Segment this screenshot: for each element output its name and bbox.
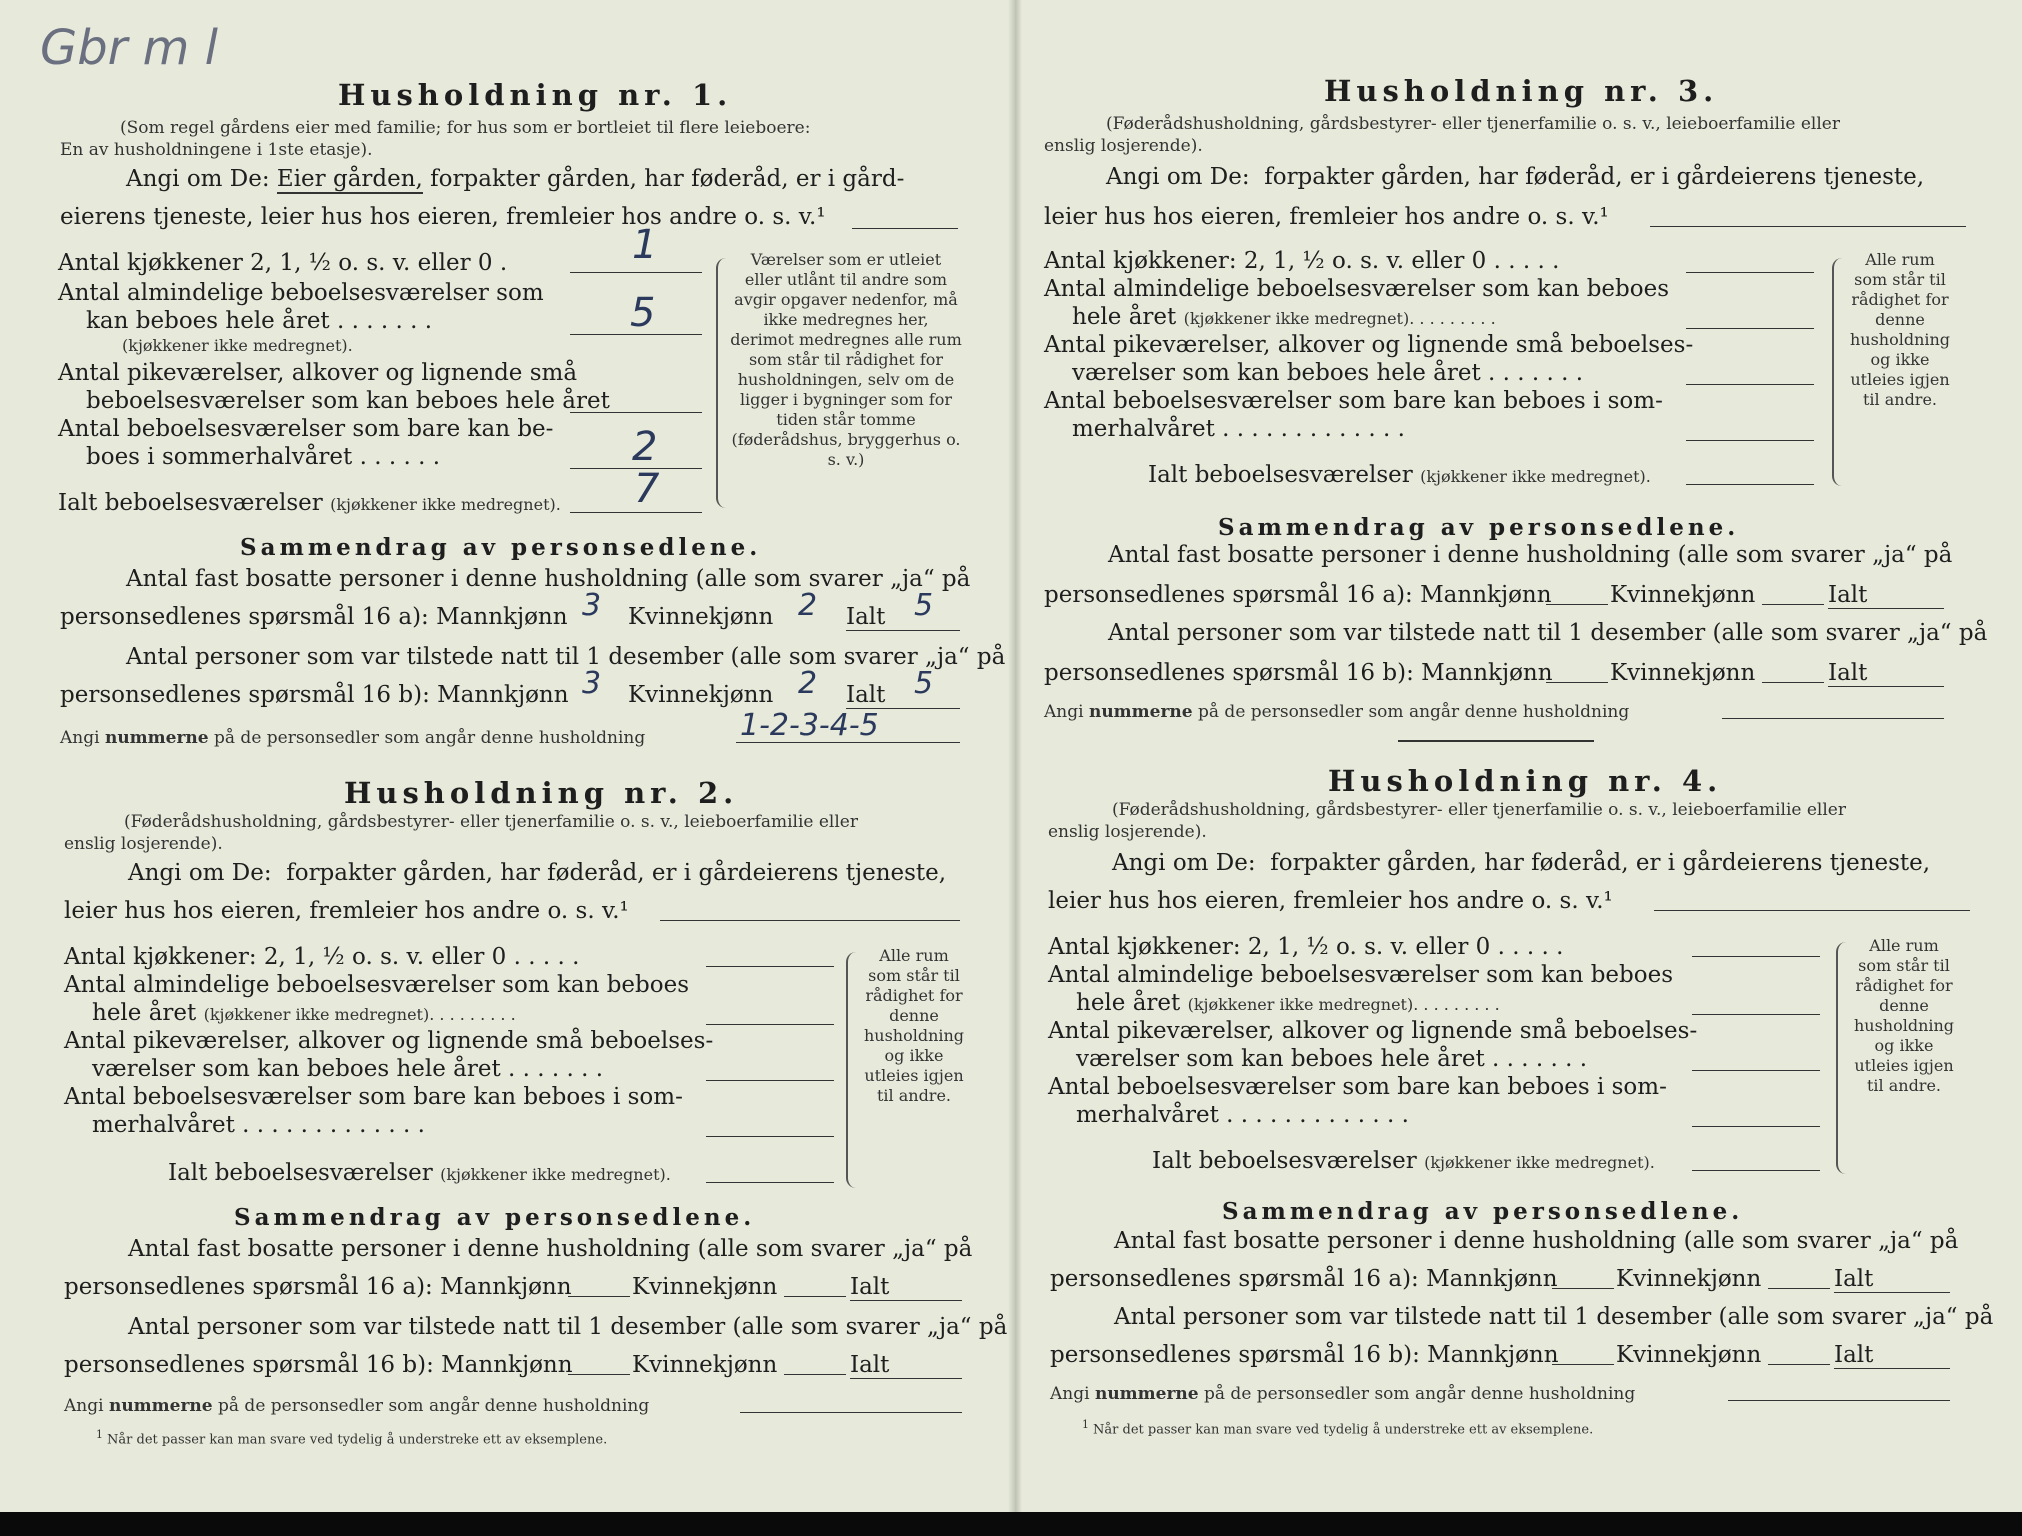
h1-sommer-value: 2 (632, 424, 658, 470)
h1-kjokkener-value: 1 (632, 222, 658, 268)
h1-summary-title: Sammendrag av personsedlene. (240, 534, 762, 561)
h1-brace-note: Værelser som er utleiet eller utlånt til andre som avgir opgaver nedenfor, må ikke medregnes her, derimot medregnes alle rum som står til rådighet for husholdningen, selv om de ligger i bygninger som for tiden står tomme (føderådshus, bryggerhus o. s. v.) (730, 250, 962, 469)
footnote-left: Når det passer kan man svare ved tydelig å understreke ett av eksemplene. (107, 1432, 608, 1448)
h1-fast-mann: 3 (582, 588, 602, 623)
household-2-title: Husholdning nr. 2. (344, 776, 739, 810)
household-1-note: (Som regel gårdens eier med familie; for hus som er bortleiet til flere leieboere: (120, 118, 811, 138)
household-1-note-2: En av husholdningene i 1ste etasje). (60, 140, 373, 160)
household-4-title: Husholdning nr. 4. (1328, 764, 1723, 798)
margin-scribble: Gbr m l (40, 20, 219, 76)
h1-alm-label: Antal almindelige beboelsesværelser som (58, 280, 544, 306)
footnote-right: Når det passer kan man svare ved tydelig å understreke ett av eksemplene. (1093, 1422, 1594, 1438)
household-1-angi: Angi om De: Eier gården, forpakter gården, har føderåd, er i gård- (126, 166, 905, 192)
h3-brace-note: Alle rum som står til rådighet for denne husholdning og ikke utleies igjen til andre. (1849, 250, 1951, 409)
h1-alm-value: 5 (630, 290, 656, 336)
right-page: Husholdning nr. 3. (Føderådshusholdning, gårdsbestyrer- eller tjenerfamilie o. s. v., leieboerfamilie eller enslig losjerende). Angi om De: forpakter gården, har føderåd, er i gårdeierens tjeneste, leier hus hos eieren, fremleier hos andre o. s. v.¹ Antal kjøkkener: 2, 1, ½ o. s. v. eller 0 . . . . . Antal almindelige beboelsesværelser som kan beboes hele året (kjøkkener ikke medregnet). . . . . . . . . Antal pikeværelser, alkover og lignende små beboelses- værelser som kan beboes hele året . . . . . . . Antal beboelsesværelser som bare kan beboes i som- merhalvåret . . . . . . . . . . . . . Ialt beboelsesværelser (kjøkkener ikke medregnet). Alle rum som står til rådighet for denne husholdning og ikke utleies igjen til andre. Sammendrag av personsedlene. Antal fast bosatte personer i denne husholdning (alle som svarer „ja“ på personsedlenes spørsmål 16 a): Mannkjønn Kvinnekjønn Ialt Antal personer som var tilstede natt til 1 desember (alle som svarer „ja“ på personsedlenes spørsmål 16 b): Mannkjønn Kvinnekjønn Ialt Angi nummerne på de personsedler som angår denne husholdning Husholdning nr. 4. (Føderådshusholdning, gårdsbestyrer- eller tjenerfamilie o. s. v., leieboerfamilie eller enslig losjerende). Angi om De: forpakter gården, har føderåd, er i gårdeierens tjeneste, leier hus hos eieren, fremleier hos andre o. s. v.¹ Antal kjøkkener: 2, 1, ½ o. s. v. eller 0 . . . . . Antal almindelige beboelsesværelser som kan beboes hele året (kjøkkener ikke medregnet). . . . . . . . . Antal pikeværelser, alkover og lignende små beboelses- værelser som kan beboes hele året . . . . . . . Antal beboelsesværelser som bare kan beboes i som- merhalvåret . . . . . . . . . . . . . Ialt beboelsesværelser (kjøkkener ikke medregnet). Alle rum som står til rådighet for denne husholdning og ikke utleies igjen til andre. Sammendrag av personsedlene. Antal fast bosatte personer i denne husholdning (alle som svarer „ja“ på personsedlenes spørsmål 16 a): Mannkjønn Kvinnekjønn Ialt Antal personer som var tilstede natt til 1 desember (alle som svarer „ja“ på personsedlenes spørsmål 16 b): Mannkjønn Kvinnekjønn Ialt Angi nummerne på de personsedler som angår denne husholdning $^1$ Når det passer kan man svare ved tydelig å understreke ett av eksemplene. (1044, 74, 1994, 1438)
h1-sommer-label: Antal beboelsesværelser som bare kan be- (58, 416, 554, 442)
household-3-title: Husholdning nr. 3. (1324, 74, 1719, 108)
h1-tilstede-ialt: 5 (914, 666, 934, 701)
h1-tilstede-kvinne: 2 (798, 666, 818, 701)
h1-ialt-label: Ialt beboelsesværelser (kjøkkener ikke medregnet). (58, 490, 561, 516)
eier-garden-underlined: Eier gården, (276, 166, 423, 192)
h2-brace-note: Alle rum som står til rådighet for denne husholdning og ikke utleies igjen til andre. (863, 946, 965, 1105)
h1-nummerne-value: 1-2-3-4-5 (740, 708, 879, 743)
h1-pike-label: Antal pikeværelser, alkover og lignende små (58, 360, 578, 386)
h1-ialt-value: 7 (634, 466, 660, 512)
h1-fast-ialt: 5 (914, 588, 934, 623)
h1-kjokkener-label: Antal kjøkkener 2, 1, ½ o. s. v. eller 0 . (58, 250, 508, 276)
h1-tilstede-mann: 3 (582, 666, 602, 701)
left-page: Gbr m l Husholdning nr. 1. (Som regel gårdens eier med familie; for hus som er bortleiet til flere leieboere: En av husholdningene i 1ste etasje). Angi om De: Eier gården, forpakter gården, har føderåd, er i gård- eierens tjeneste, leier hus hos eieren, fremleier hos andre o. s. v.¹ Antal kjøkkener 2, 1, ½ o. s. v. eller 0 . 1 Antal almindelige beboelsesværelser som kan beboes hele året . . . . . . . (kjøkkener ikke medregnet). 5 Antal pikeværelser, alkover og lignende små beboelsesværelser som kan beboes hele året Antal beboelsesværelser som bare kan be- boes i sommerhalvåret . . . . . . 2 Ialt beboelsesværelser (kjøkkener ikke medregnet). 7 Værelser som er utleiet eller utlånt til andre som avgir opgaver nedenfor, må ikke medregnes her, derimot medregnes alle rum som står til rådighet for husholdningen, selv om de ligger i bygninger som for tiden står tomme (føderådshus, bryggerhus o. s. v.) Sammendrag av personsedlene. Antal fast bosatte personer i denne husholdning (alle som svarer „ja“ på personsedlenes spørsmål 16 a): Mannkjønn 3 Kvinnekjønn 2 Ialt 5 Antal personer som var tilstede natt til 1 desember (alle som svarer „ja“ på personsedlenes spørsmål 16 b): Mannkjønn 3 Kvinnekjønn 2 Ialt 5 Angi nummerne på de personsedler som angår denne husholdning 1-2-3-4-5 Husholdning nr. 2. (Føderådshusholdning, gårdsbestyrer- eller tjenerfamilie o. s. v., leieboerfamilie eller enslig losjerende). Angi om De: forpakter gården, har føderåd, er i gårdeierens tjeneste, leier hus hos eieren, fremleier hos andre o. s. v.¹ Antal kjøkkener: 2, 1, ½ o. s. v. eller 0 . . . . . Antal almindelige beboelsesværelser som kan beboes hele året (kjøkkener ikke medregnet). . . . . . . . . Antal pikeværelser, alkover og lignende små beboelses- værelser som kan beboes hele året . . . . . . . Antal beboelsesværelser som bare kan beboes i som- merhalvåret . . . . . . . . . . . . . Ialt beboelsesværelser (kjøkkener ikke medregnet). Alle rum som står til rådighet for denne husholdning og ikke utleies igjen til andre. Sammendrag av personsedlene. Antal fast bosatte personer i denne husholdning (alle som svarer „ja“ på personsedlenes spørsmål 16 a): Mannkjønn Kvinnekjønn Ialt Antal personer som var tilstede natt til 1 desember (alle som svarer „ja“ på personsedlenes spørsmål 16 b): Mannkjønn Kvinnekjønn Ialt Angi nummerne på de personsedler som angår denne husholdning $^1$ Når det passer kan man svare ved tydelig å understreke ett av eksemplene. (40, 20, 1008, 1448)
household-1-angi-2: eierens tjeneste, leier hus hos eieren, fremleier hos andre o. s. v.¹ (60, 204, 826, 230)
h4-brace-note: Alle rum som står til rådighet for denne husholdning og ikke utleies igjen til andre. (1853, 936, 1955, 1095)
h1-fast-kvinne: 2 (798, 588, 818, 623)
page-fold (1008, 0, 1022, 1512)
household-1-title: Husholdning nr. 1. (338, 78, 733, 112)
